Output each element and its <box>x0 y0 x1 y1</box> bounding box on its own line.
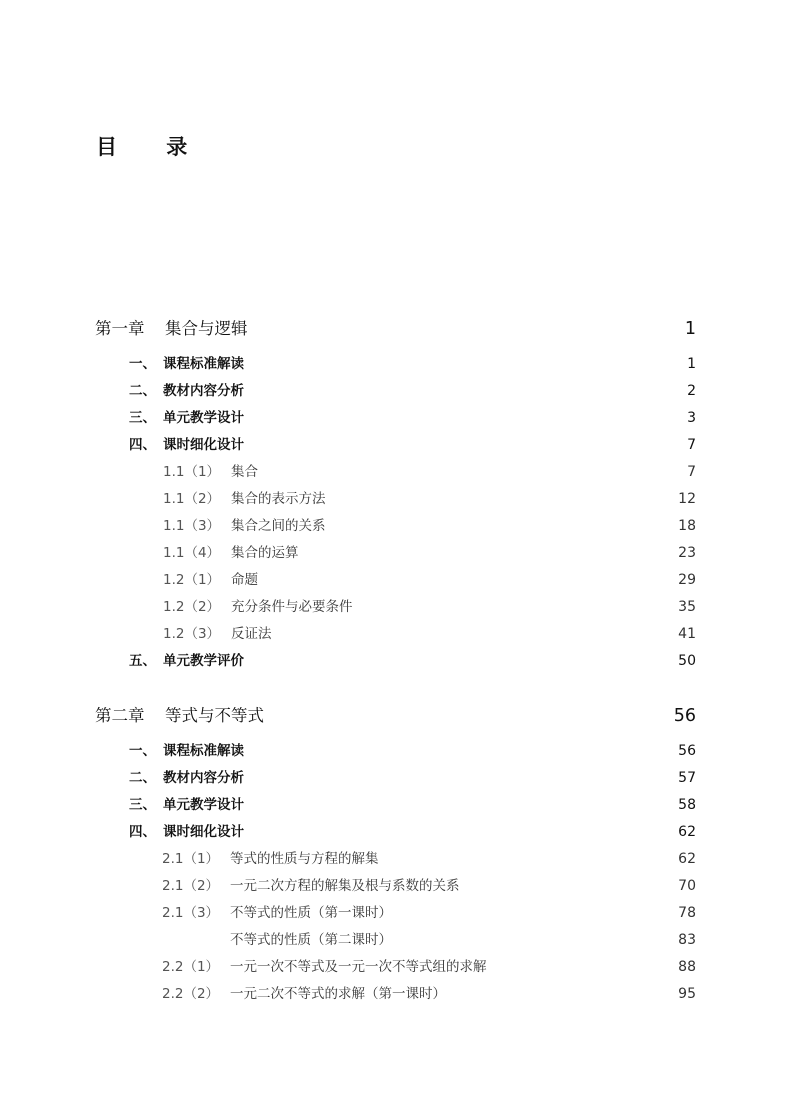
toc-lesson-row[interactable] <box>0 957 790 977</box>
lesson-title: 等式的性质与方程的解集 <box>230 851 379 867</box>
toc-chapter-row[interactable] <box>0 706 790 726</box>
section-heading <box>129 381 244 401</box>
lesson-page-number: 18 <box>678 518 696 534</box>
toc-section-row[interactable] <box>0 381 790 401</box>
toc-section-row[interactable] <box>0 741 790 761</box>
section-number: 一、 <box>129 743 156 759</box>
chapter-page-number: 56 <box>673 706 696 726</box>
section-number: 二、 <box>129 770 156 786</box>
toc-lesson-row[interactable] <box>0 462 790 482</box>
toc-section-row[interactable] <box>0 651 790 671</box>
lesson-title: 集合的运算 <box>231 545 299 561</box>
toc-section-row[interactable] <box>0 795 790 815</box>
lesson-title: 集合的表示方法 <box>231 491 326 507</box>
lesson-page-number: 70 <box>678 878 696 894</box>
page-title: 目 录 <box>96 135 209 159</box>
lesson-page-number: 62 <box>678 851 696 867</box>
lesson-number: 1.2（3） <box>163 626 221 642</box>
lesson-number: 2.2（2） <box>162 986 220 1002</box>
section-title: 教材内容分析 <box>163 383 244 399</box>
toc-chapter-row[interactable] <box>0 319 790 339</box>
section-page-number: 58 <box>678 797 696 813</box>
lesson-page-number: 29 <box>678 572 696 588</box>
section-heading <box>129 768 244 788</box>
toc-lesson-row[interactable] <box>0 597 790 617</box>
lesson-number: 1.1（2） <box>163 491 221 507</box>
section-number: 四、 <box>129 824 156 840</box>
section-page-number: 62 <box>678 824 696 840</box>
section-heading <box>129 795 244 815</box>
lesson-page-number: 7 <box>687 464 696 480</box>
lesson-title: 集合之间的关系 <box>231 518 326 534</box>
section-heading <box>129 651 244 671</box>
section-heading <box>129 354 244 374</box>
section-number: 二、 <box>129 383 156 399</box>
toc-section-row[interactable] <box>0 408 790 428</box>
section-title: 课程标准解读 <box>163 743 244 759</box>
section-title: 课时细化设计 <box>163 437 244 453</box>
lesson-number: 2.2（1） <box>162 959 220 975</box>
lesson-number: 1.1（4） <box>163 545 221 561</box>
toc-section-row[interactable] <box>0 768 790 788</box>
section-number: 五、 <box>129 653 156 669</box>
lesson-number: 2.1（3） <box>162 905 220 921</box>
toc-lesson-row[interactable] <box>0 489 790 509</box>
section-heading <box>129 822 244 842</box>
toc-lesson-row[interactable] <box>0 516 790 536</box>
lesson-page-number: 41 <box>678 626 696 642</box>
lesson-number: 1.1（1） <box>163 464 221 480</box>
lesson-title: 不等式的性质（第二课时） <box>230 932 392 948</box>
section-title: 课程标准解读 <box>163 356 244 372</box>
section-number: 四、 <box>129 437 156 453</box>
toc-lesson-row[interactable] <box>0 543 790 563</box>
chapter-label: 第一章 <box>95 319 145 338</box>
toc-lesson-row[interactable] <box>0 570 790 590</box>
lesson-page-number: 78 <box>678 905 696 921</box>
lesson-page-number: 35 <box>678 599 696 615</box>
section-number: 三、 <box>129 797 156 813</box>
chapter-page-number: 1 <box>684 319 696 339</box>
toc-lesson-row[interactable] <box>0 624 790 644</box>
chapter-label: 第二章 <box>95 706 145 725</box>
chapter-heading <box>95 319 248 339</box>
lesson-number: 2.1（2） <box>162 878 220 894</box>
lesson-page-number: 95 <box>678 986 696 1002</box>
section-number: 三、 <box>129 410 156 426</box>
chapter-title: 等式与不等式 <box>165 706 264 725</box>
section-title: 单元教学评价 <box>163 653 244 669</box>
lesson-title: 充分条件与必要条件 <box>231 599 353 615</box>
section-title: 单元教学设计 <box>163 797 244 813</box>
section-title: 课时细化设计 <box>163 824 244 840</box>
lesson-page-number: 23 <box>678 545 696 561</box>
chapter-title: 集合与逻辑 <box>165 319 248 338</box>
section-heading <box>129 408 244 428</box>
section-page-number: 7 <box>687 437 696 453</box>
section-page-number: 2 <box>687 383 696 399</box>
lesson-title: 集合 <box>231 464 258 480</box>
lesson-title: 反证法 <box>231 626 272 642</box>
lesson-title: 命题 <box>231 572 258 588</box>
section-page-number: 3 <box>687 410 696 426</box>
lesson-page-number: 12 <box>678 491 696 507</box>
chapter-heading <box>95 706 264 726</box>
toc-section-row[interactable] <box>0 435 790 455</box>
lesson-number: 1.1（3） <box>163 518 221 534</box>
section-title: 单元教学设计 <box>163 410 244 426</box>
section-page-number: 57 <box>678 770 696 786</box>
toc-section-row[interactable] <box>0 822 790 842</box>
section-page-number: 50 <box>678 653 696 669</box>
section-page-number: 1 <box>687 356 696 372</box>
toc-lesson-row[interactable] <box>0 903 790 923</box>
toc-lesson-row[interactable] <box>0 849 790 869</box>
section-heading <box>129 741 244 761</box>
section-number: 一、 <box>129 356 156 372</box>
lesson-number: 1.2（2） <box>163 599 221 615</box>
toc-lesson-row[interactable] <box>0 984 790 1004</box>
section-page-number: 56 <box>678 743 696 759</box>
lesson-number: 1.2（1） <box>163 572 221 588</box>
lesson-page-number: 88 <box>678 959 696 975</box>
lesson-title: 一元二次不等式的求解（第一课时） <box>230 986 446 1002</box>
lesson-title: 一元二次方程的解集及根与系数的关系 <box>230 878 460 894</box>
toc-lesson-row[interactable] <box>0 930 790 950</box>
lesson-page-number: 83 <box>678 932 696 948</box>
lesson-number: 2.1（1） <box>162 851 220 867</box>
toc-section-row[interactable] <box>0 354 790 374</box>
lesson-title: 不等式的性质（第一课时） <box>230 905 392 921</box>
section-heading <box>129 435 244 455</box>
lesson-title: 一元一次不等式及一元一次不等式组的求解 <box>230 959 487 975</box>
toc-lesson-row[interactable] <box>0 876 790 896</box>
section-title: 教材内容分析 <box>163 770 244 786</box>
